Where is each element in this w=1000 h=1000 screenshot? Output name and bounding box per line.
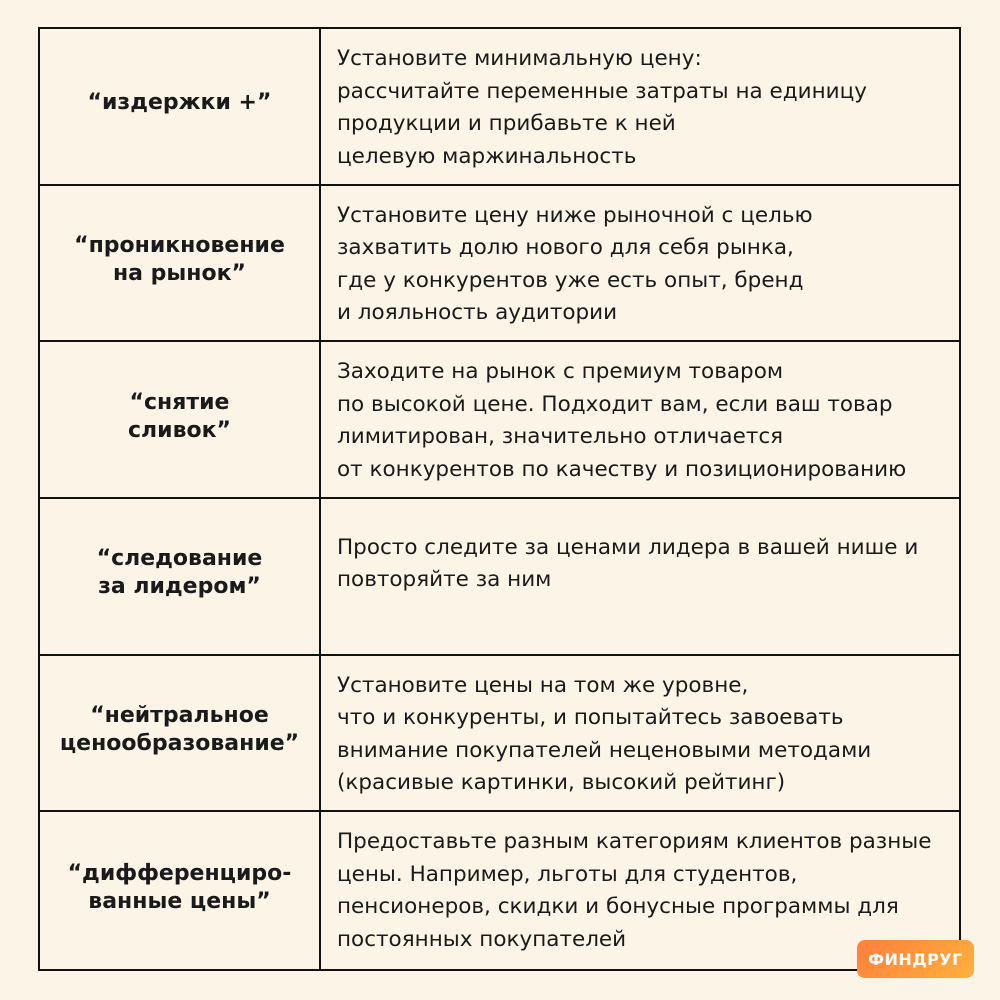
strategy-name-cell: [40, 342, 321, 499]
strategy-description: Просто следите за ценами лидера в вашей нише и повторяйте за ним: [337, 534, 919, 593]
strategy-name-cell: [40, 499, 321, 656]
strategy-description: Предоставьте разным категориям клиентов разные цены. Например, льготы для студентов, пенсионеров, скидки и бонусные программы для постоянных покупателей: [337, 829, 932, 952]
strategy-description-cell: [321, 342, 959, 499]
strategy-name-cell: [40, 186, 321, 343]
brand-logo-badge: ФИНДРУГ: [857, 940, 974, 978]
strategy-description: Установите минимальную цену: рассчитайте переменные затраты на единицу продукции и прибавьте к ней целевую маржинальность: [337, 46, 867, 169]
strategy-name-cell: [40, 812, 321, 969]
strategy-description-cell: [321, 186, 959, 343]
strategy-name-cell: [40, 656, 321, 813]
strategy-description: Установите цены на том же уровне, что и конкуренты, и попытайтесь завоевать внимание покупателей неценовыми методами (красивые картинки, высокий рейтинг): [337, 672, 872, 796]
strategy-description-cell: [321, 29, 959, 186]
pricing-strategies-table: [38, 27, 961, 971]
strategy-description-cell: [321, 499, 959, 656]
strategy-name: “нейтральное ценообразование”: [59, 702, 300, 756]
strategy-name: “снятие сливок”: [128, 389, 231, 443]
strategy-name: “следование за лидером”: [96, 546, 263, 600]
strategy-name: “дифференциро- ванные цены”: [67, 860, 292, 914]
strategy-name: “проникновение на рынок”: [74, 232, 285, 286]
strategy-name: “издержки +”: [87, 90, 272, 116]
strategy-description: Заходите на рынок с премиум товаром по высокой цене. Подходит вам, если ваш товар лимитирован, значительно отличается от конкурентов по качеству и позиционированию: [337, 359, 907, 482]
strategy-name-cell: [40, 29, 321, 186]
strategy-description: Установите цену ниже рыночной с целью захватить долю нового для себя рынка, где у конкурентов уже есть опыт, бренд и лояльность аудитории: [337, 202, 813, 326]
strategy-description-cell: [321, 656, 959, 813]
